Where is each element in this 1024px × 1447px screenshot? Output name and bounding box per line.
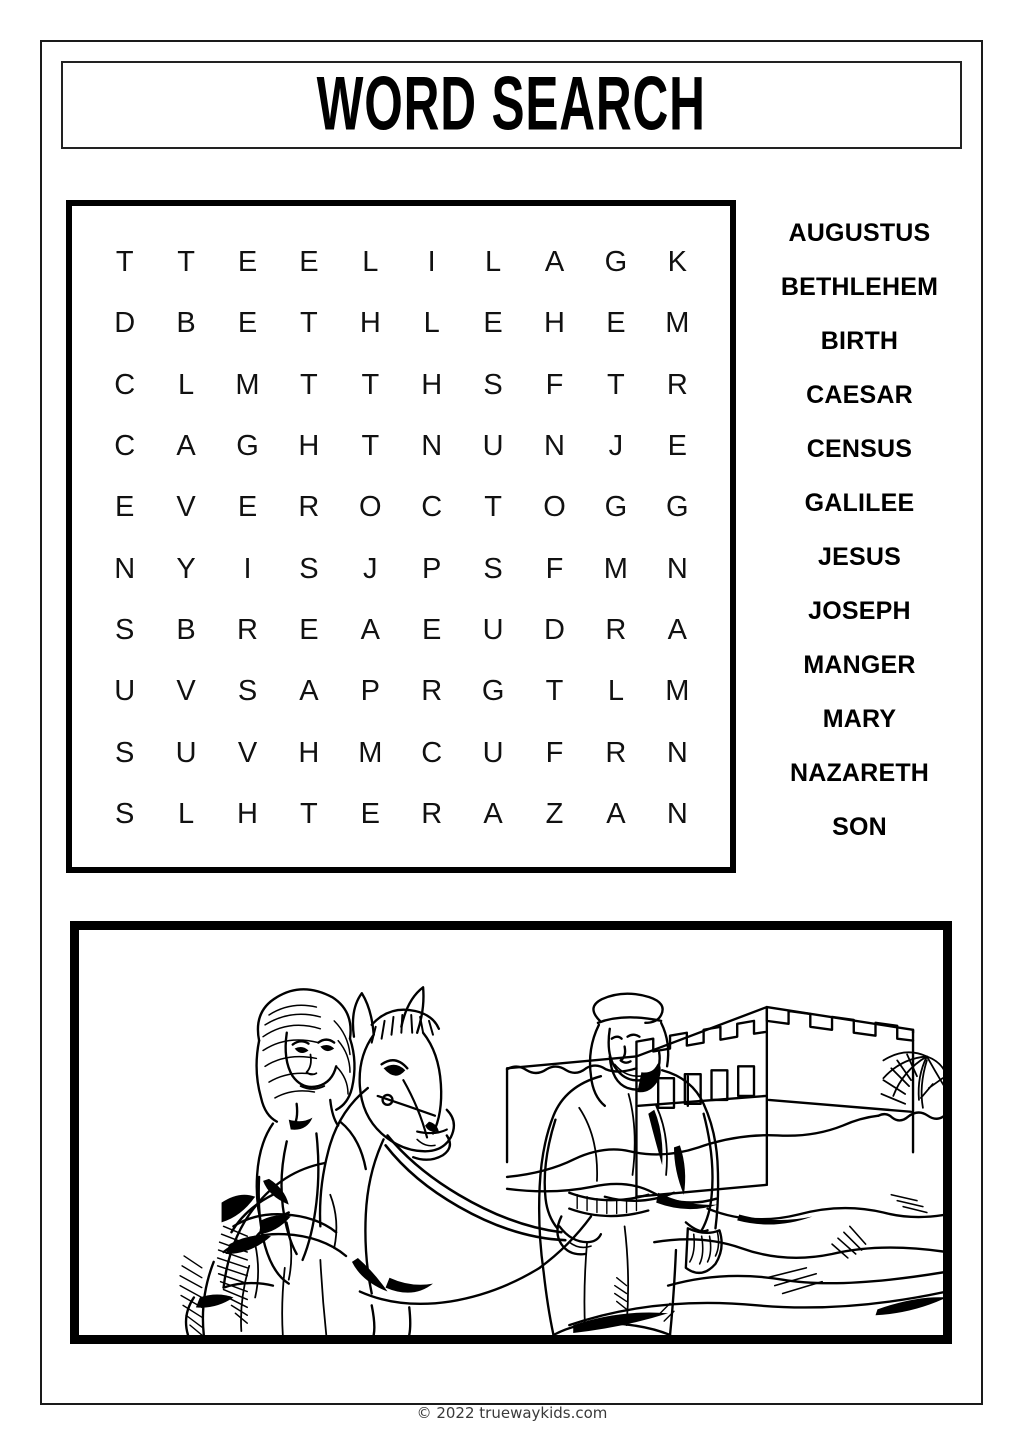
grid-cell[interactable]: U xyxy=(114,675,136,708)
grid-cell[interactable]: N xyxy=(666,552,688,585)
word-search-grid[interactable] xyxy=(72,206,730,867)
grid-cell[interactable]: L xyxy=(485,246,502,279)
grid-cell[interactable]: L xyxy=(607,675,624,708)
grid-cell[interactable]: R xyxy=(605,613,627,646)
grid-cell[interactable]: M xyxy=(603,552,628,585)
grid-cell[interactable]: E xyxy=(667,430,687,463)
grid-cell[interactable]: V xyxy=(176,491,196,524)
grid-cell[interactable]: R xyxy=(605,736,627,769)
grid-cell[interactable]: B xyxy=(176,307,196,340)
grid-cell[interactable]: S xyxy=(483,552,503,585)
grid-cell[interactable]: H xyxy=(298,430,320,463)
grid-cell[interactable]: R xyxy=(421,675,443,708)
grid-cell[interactable]: P xyxy=(360,675,380,708)
grid-cell[interactable]: E xyxy=(115,491,135,524)
grid-cell[interactable]: E xyxy=(237,246,258,279)
grid-cell[interactable]: G xyxy=(236,430,259,463)
grid-cell[interactable]: N xyxy=(666,736,688,769)
grid-cell[interactable]: E xyxy=(483,307,503,340)
grid-cell[interactable]: A xyxy=(606,797,626,830)
word-list-item[interactable]: JESUS xyxy=(818,543,901,571)
grid-cell[interactable]: J xyxy=(608,430,624,463)
grid-cell[interactable]: G xyxy=(604,491,628,524)
grid-cell[interactable]: A xyxy=(360,613,380,646)
word-list-item[interactable]: SON xyxy=(832,813,887,841)
grid-cell[interactable]: R xyxy=(666,368,688,401)
grid-cell[interactable]: C xyxy=(114,368,136,401)
grid-cell[interactable]: C xyxy=(421,736,443,769)
grid-cell[interactable]: T xyxy=(361,430,380,463)
grid-cell[interactable]: L xyxy=(423,307,440,340)
grid-cell[interactable]: T xyxy=(300,368,318,401)
grid-cell[interactable]: Y xyxy=(176,552,196,585)
word-list-item[interactable]: BETHLEHEM xyxy=(780,273,939,301)
grid-cell[interactable]: D xyxy=(544,613,565,646)
grid-cell[interactable]: S xyxy=(115,736,135,769)
title-box xyxy=(61,61,962,149)
grid-cell[interactable]: S xyxy=(299,552,319,585)
grid-cell[interactable]: U xyxy=(482,613,504,646)
grid-cell[interactable]: H xyxy=(237,797,258,830)
grid-cell[interactable]: U xyxy=(482,430,504,463)
grid-cell[interactable]: F xyxy=(545,552,564,585)
grid-cell[interactable]: N xyxy=(666,797,688,830)
grid-cell[interactable]: L xyxy=(362,246,379,279)
grid-cell[interactable]: E xyxy=(360,797,380,830)
grid-cell[interactable]: N xyxy=(114,552,136,585)
word-list-item[interactable]: JOSEPH xyxy=(808,597,911,625)
grid-cell[interactable]: N xyxy=(544,430,565,463)
grid-cell[interactable]: E xyxy=(237,307,258,340)
grid-cell[interactable]: G xyxy=(604,246,628,279)
grid-cell[interactable]: T xyxy=(300,797,318,830)
word-list xyxy=(752,206,967,854)
grid-cell[interactable]: S xyxy=(115,797,135,830)
grid-cell[interactable]: N xyxy=(421,430,443,463)
grid-cell[interactable]: T xyxy=(177,246,195,279)
word-list-item[interactable]: CENSUS xyxy=(806,435,913,463)
grid-cell[interactable]: C xyxy=(421,491,443,524)
grid-cell[interactable]: I xyxy=(243,552,252,585)
grid-cell[interactable]: O xyxy=(543,491,566,524)
grid-cell[interactable]: M xyxy=(665,675,690,708)
grid-cell[interactable]: M xyxy=(358,736,383,769)
grid-cell[interactable]: A xyxy=(483,797,503,830)
grid-cell[interactable]: H xyxy=(359,307,381,340)
grid-cell[interactable]: G xyxy=(481,675,505,708)
grid-cell[interactable]: T xyxy=(607,368,625,401)
grid-cell[interactable]: V xyxy=(237,736,258,769)
grid-cell[interactable]: O xyxy=(359,491,382,524)
grid-cell[interactable]: B xyxy=(176,613,196,646)
grid-cell[interactable]: S xyxy=(483,368,503,401)
grid-cell[interactable]: F xyxy=(545,736,564,769)
grid-cell[interactable]: R xyxy=(237,613,258,646)
grid-cell[interactable]: R xyxy=(298,491,320,524)
word-list-item[interactable]: MANGER xyxy=(803,651,916,679)
grid-cell[interactable]: T xyxy=(361,368,380,401)
grid-cell[interactable]: E xyxy=(237,491,258,524)
grid-cell[interactable]: S xyxy=(237,675,258,708)
word-list-item[interactable]: NAZARETH xyxy=(789,759,930,787)
grid-cell[interactable]: E xyxy=(299,613,319,646)
grid-cell[interactable]: Z xyxy=(545,797,564,830)
grid-cell[interactable]: D xyxy=(114,307,136,340)
footer-copyright: © 2022 truewaykids.com xyxy=(416,1404,608,1422)
grid-cell[interactable]: R xyxy=(421,797,443,830)
grid-cell[interactable]: S xyxy=(115,613,135,646)
word-list-item[interactable]: CAESAR xyxy=(806,381,913,409)
grid-cell[interactable]: L xyxy=(178,368,195,401)
grid-cell[interactable]: H xyxy=(421,368,443,401)
grid-cell[interactable]: H xyxy=(298,736,320,769)
grid-cell[interactable]: M xyxy=(235,368,260,401)
grid-cell[interactable]: E xyxy=(422,613,442,646)
grid-cell[interactable]: A xyxy=(544,246,565,279)
nativity-journey-illustration xyxy=(79,930,943,1335)
grid-cell[interactable]: U xyxy=(482,736,504,769)
grid-cell[interactable]: T xyxy=(300,307,318,340)
grid-cell[interactable]: J xyxy=(363,552,378,585)
grid-cell[interactable]: E xyxy=(606,307,626,340)
grid-cell[interactable]: U xyxy=(175,736,197,769)
grid-cell[interactable]: V xyxy=(176,675,196,708)
page-title: WORD SEARCH xyxy=(316,62,707,147)
word-list-item[interactable]: BIRTH xyxy=(820,327,899,355)
word-list-item[interactable]: AUGUSTUS xyxy=(788,219,931,247)
grid-cell[interactable]: T xyxy=(484,491,502,524)
word-list-item[interactable]: MARY xyxy=(822,705,897,733)
grid-cell[interactable]: F xyxy=(545,368,564,401)
grid-cell[interactable]: A xyxy=(299,675,319,708)
grid-cell[interactable]: C xyxy=(114,430,136,463)
grid-cell[interactable]: G xyxy=(666,491,689,524)
grid-cell[interactable]: L xyxy=(178,797,195,830)
grid-cell[interactable]: I xyxy=(427,246,436,279)
illustration-box xyxy=(70,921,952,1344)
word-list-item[interactable]: GALILEE xyxy=(804,489,915,517)
grid-cell[interactable]: T xyxy=(115,246,134,279)
grid-cell[interactable]: A xyxy=(176,430,196,463)
word-search-grid-box xyxy=(66,200,736,873)
grid-cell[interactable]: K xyxy=(667,246,687,279)
grid-cell[interactable]: E xyxy=(299,246,319,279)
grid-cell[interactable]: P xyxy=(422,552,442,585)
grid-cell[interactable]: H xyxy=(544,307,565,340)
grid-cell[interactable]: T xyxy=(545,675,564,708)
grid-cell[interactable]: A xyxy=(667,613,687,646)
grid-cell[interactable]: M xyxy=(665,307,690,340)
